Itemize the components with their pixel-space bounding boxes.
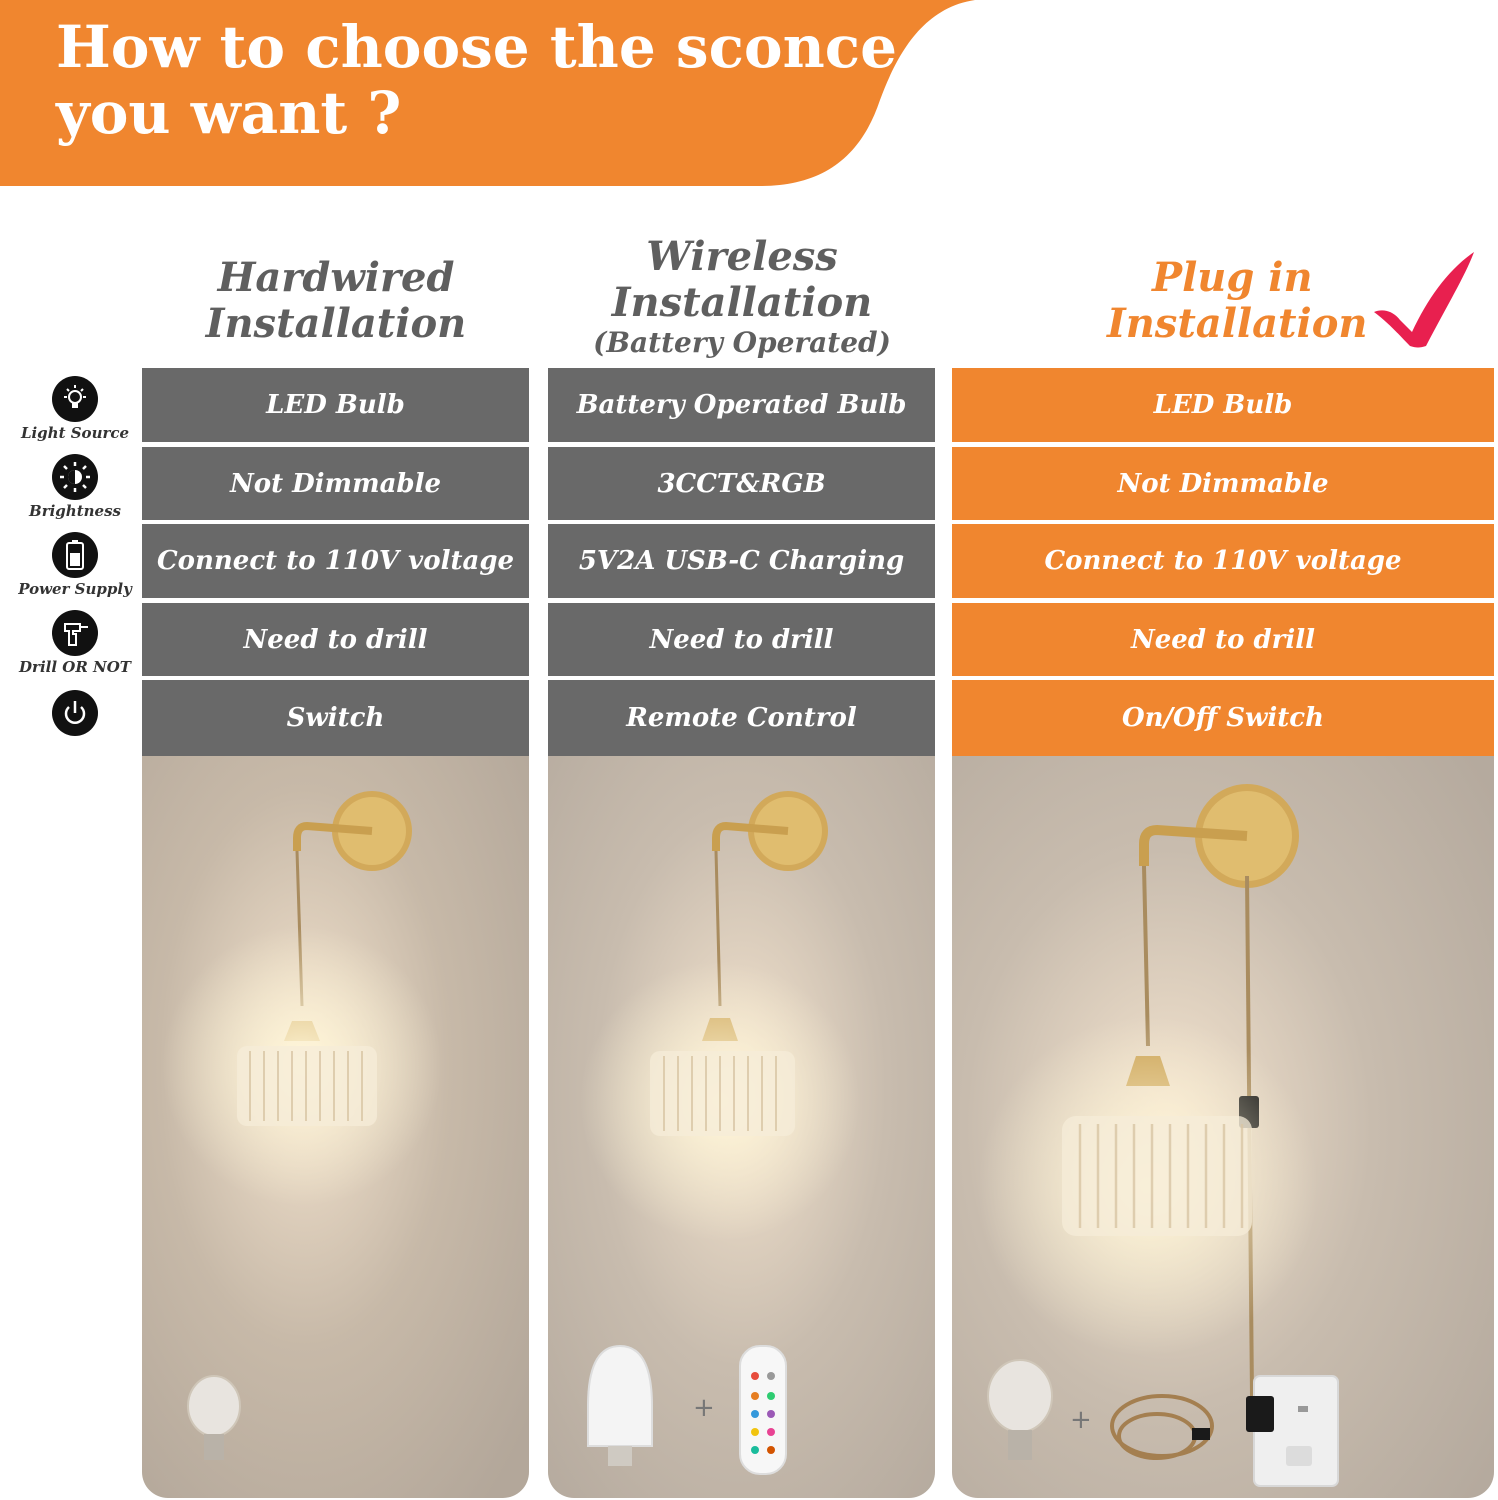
row-power-supply: Connect to 110V voltage xyxy=(142,524,529,598)
plus-sign: + xyxy=(693,1393,715,1423)
product-photo-plug-in xyxy=(952,756,1494,1498)
product-photo-hardwired xyxy=(142,756,529,1498)
remote-control-icon xyxy=(740,1346,786,1474)
title-line-2: you want ? xyxy=(56,79,402,147)
title-line-1: How to choose the sconce xyxy=(56,13,897,81)
feature-switch xyxy=(10,690,140,736)
drill-icon xyxy=(52,610,98,656)
product-photo-wireless xyxy=(548,756,935,1498)
row-power-supply: 5V2A USB-C Charging xyxy=(548,524,935,598)
feature-brightness: Brightness xyxy=(10,454,140,520)
page-title xyxy=(56,14,897,146)
battery-bulb-icon xyxy=(588,1346,652,1446)
feature-drill: Drill OR NOT xyxy=(10,610,140,676)
row-light-source: LED Bulb xyxy=(142,368,529,442)
row-power-supply: Connect to 110V voltage xyxy=(952,524,1494,598)
battery-icon xyxy=(52,532,98,578)
row-switch: Switch xyxy=(142,680,529,756)
row-light-source: LED Bulb xyxy=(952,368,1494,442)
column-heading-hardwired: Hardwired Installation xyxy=(205,254,467,347)
plus-sign: + xyxy=(1070,1405,1092,1435)
row-drill: Need to drill xyxy=(142,603,529,676)
row-switch: Remote Control xyxy=(548,680,935,756)
column-subtitle: (Battery Operated) xyxy=(593,326,891,359)
column-heading-plug-in: Plug in Installation xyxy=(1107,254,1368,347)
brightness-icon xyxy=(52,454,98,500)
checkmark-icon xyxy=(1370,250,1480,350)
row-light-source: Battery Operated Bulb xyxy=(548,368,935,442)
row-brightness: 3CCT&RGB xyxy=(548,447,935,520)
feature-light-source: Light Source xyxy=(10,376,140,442)
row-switch: On/Off Switch xyxy=(952,680,1494,756)
row-brightness: Not Dimmable xyxy=(142,447,529,520)
led-bulb-icon xyxy=(988,1360,1052,1432)
lightbulb-icon xyxy=(52,376,98,422)
column-heading-wireless: Wireless Installation (Battery Operated) xyxy=(548,234,936,360)
led-bulb-icon xyxy=(188,1376,240,1436)
power-icon xyxy=(52,690,98,736)
row-drill: Need to drill xyxy=(548,603,935,676)
row-brightness: Not Dimmable xyxy=(952,447,1494,520)
feature-power-supply: Power Supply xyxy=(10,532,140,598)
row-drill: Need to drill xyxy=(952,603,1494,676)
